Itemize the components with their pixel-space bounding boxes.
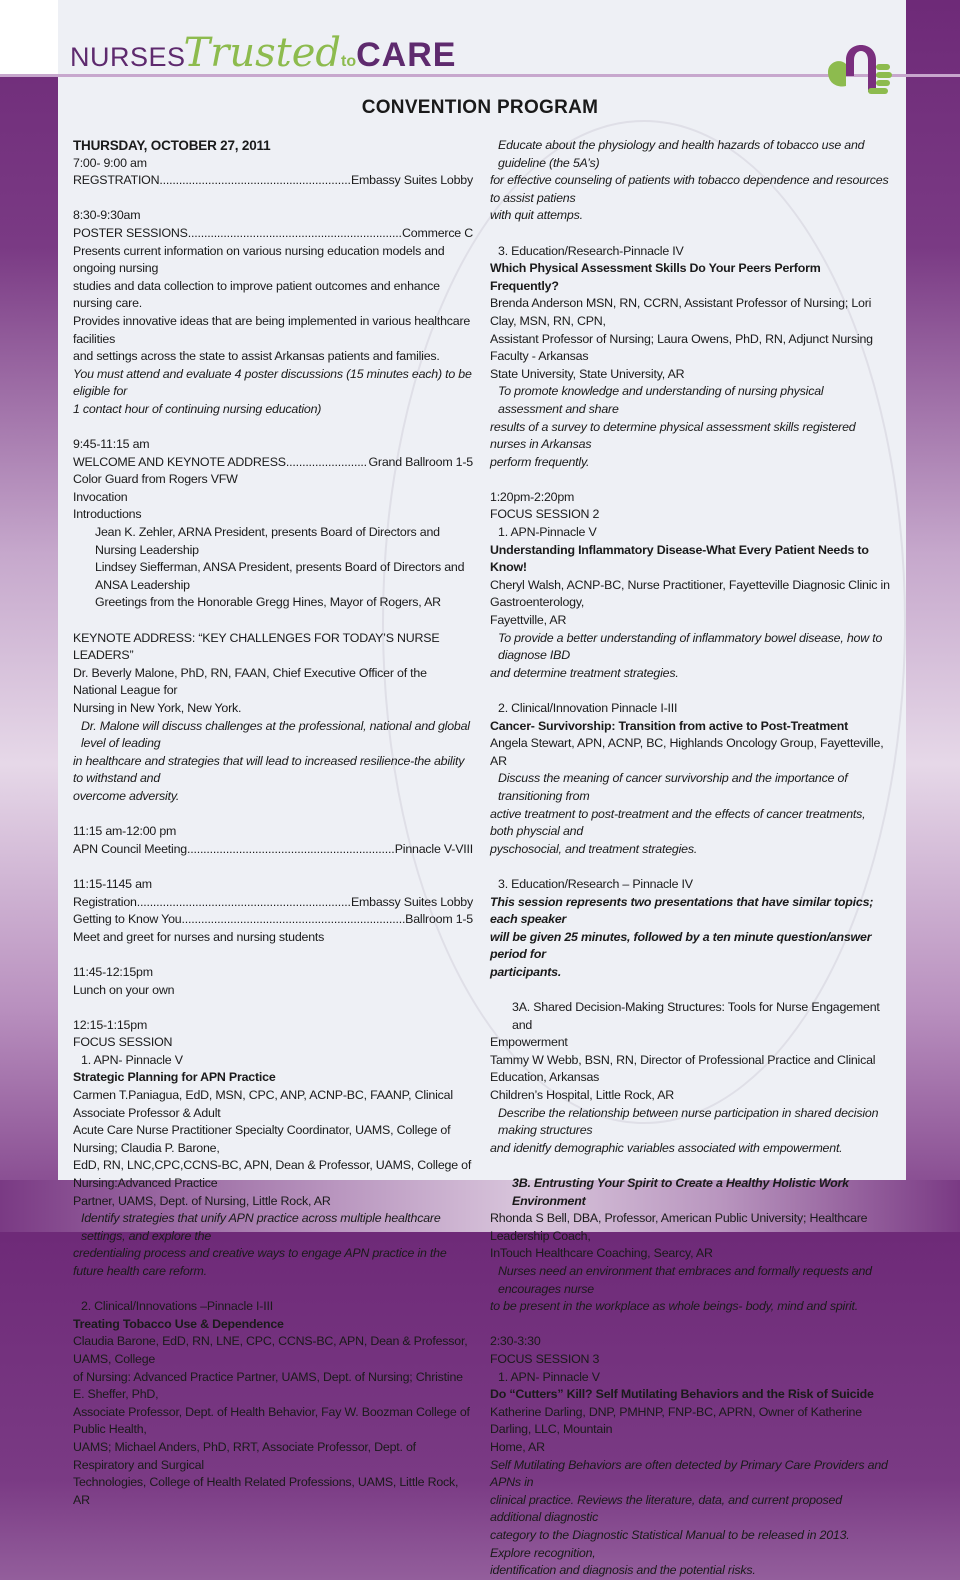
time: 9:45-11:15 am — [73, 437, 150, 452]
text-line: Lunch on your own — [73, 982, 175, 997]
text-line: pyschosocial, and treatment strategies. — [490, 841, 698, 856]
text-line: Carmen T.Paniagua, EdD, MSN, CPC, ANP, ACNP-BC, FAANP, Clinical Associate Professor & Adult — [73, 1088, 453, 1120]
right-column — [490, 137, 890, 1580]
text-line: studies and data collection to improve patient outcomes and enhance nursing care. — [73, 278, 440, 311]
session-room: 2. Clinical/Innovation Pinnacle I-III — [498, 701, 678, 715]
text-line: to be present in the workplace as whole beings- body, mind and spirit. — [490, 1299, 859, 1314]
text-line: results of a survey to determine physical assessment skills registered nurses in Arkansas — [490, 419, 856, 452]
text-line: Lindsey Siefferman, ANSA President, presents Board of Directors and ANSA Leadership — [95, 560, 465, 592]
text-line: Acute Care Nurse Practitioner Specialty Coordinator, UAMS, College of Nursing; Claudia P. Barone, — [73, 1123, 451, 1155]
text-line: You must attend and evaluate 4 poster discussions (15 minutes each) to be eligible for — [73, 366, 472, 399]
time: 11:15-1145 am — [73, 876, 152, 891]
time: 2:30-3:30 — [490, 1334, 541, 1349]
text-line: Children’s Hospital, Little Rock, AR — [490, 1088, 675, 1103]
text-line: 1 contact hour of continuing nursing education) — [73, 401, 322, 416]
text-line: Claudia Barone, EdD, RN, LNE, CPC, CCNS-BC, APN, Dean & Professor, UAMS, College — [73, 1334, 468, 1366]
time: 11:45-12:15pm — [73, 964, 153, 979]
session-room: 1. APN-Pinnacle V — [498, 525, 597, 540]
text-line: Describe the relationship between nurse participation in shared decision making structures — [498, 1105, 879, 1138]
text-line: of Nursing: Advanced Practice Partner, UAMS, Dept. of Nursing; Christine E. Sheffer, PhD, — [73, 1369, 463, 1402]
text-line: and settings across the state to assist Arkansas patients and families. — [73, 349, 440, 364]
poster-sessions-row: POSTER SESSIONS ..... Commerce C — [73, 225, 473, 243]
keynote-title: KEYNOTE ADDRESS: “KEY CHALLENGES FOR TODAY’S NURSE LEADERS” — [73, 630, 440, 663]
nurses-trusted-to-care-logo: NURSESTrustedtoCARE — [70, 30, 457, 76]
registration-row: REGSTRATION ..... Embassy Suites Lobby — [73, 172, 473, 190]
text-line: Identify strategies that unify APN practice across multiple healthcare settings, and explore the — [81, 1211, 441, 1243]
text-line: participants. — [490, 964, 562, 979]
text-line: Meet and greet for nurses and nursing students — [73, 929, 325, 944]
text-line: category to the Diagnostic Statistical Manual to be released in 2013. Explore recognition, — [490, 1527, 850, 1560]
text-line: Introductions — [73, 507, 142, 522]
text-line: Tammy W Webb, BSN, RN, Director of Professional Practice and Clinical Education, Arkansas — [490, 1052, 876, 1085]
text-line: clinical practice. Reviews the literature, data, and current proposed additional diagnostic — [490, 1492, 842, 1525]
text-line: Presents current information on various nursing education models and ongoing nursing — [73, 243, 445, 276]
text-line: credentialing process and creative ways to engage APN practice in the future health care reform. — [73, 1246, 447, 1278]
registration-row: Registration ..... Embassy Suites Lobby — [73, 894, 473, 912]
text-line: Partner, UAMS, Dept. of Nursing, Little Rock, AR — [73, 1193, 331, 1208]
text-line: and determine treatment strategies. — [490, 665, 679, 680]
corner-white — [0, 0, 58, 74]
text-line: Color Guard from Rogers VFW — [73, 472, 238, 487]
session-label: FOCUS SESSION — [73, 1035, 173, 1050]
text-line: will be given 25 minutes, followed by a ten minute question/answer period for — [490, 929, 872, 962]
text-line: Provides innovative ideas that are being implemented in various healthcare facilities — [73, 313, 471, 346]
session-title: Cancer- Survivorship: Transition from active to Post-Treatment — [490, 718, 849, 733]
text-line: Cheryl Walsh, ACNP-BC, Nurse Practitioner, Fayetteville Diagnosic Clinic in Gastroenterology, — [490, 577, 890, 610]
text-line: Self Mutilating Behaviors are often detected by Primary Care Providers and APNs in — [490, 1457, 888, 1490]
text-line: Associate Professor, Dept. of Health Behavior, Fay W. Boozman College of Public Health, — [73, 1404, 470, 1437]
text-line: Discuss the meaning of cancer survivorship and the importance of transitioning from — [498, 771, 848, 803]
welcome-row: WELCOME AND KEYNOTE ADDRESS ..... Grand Ballroom 1-5 — [73, 454, 473, 472]
text-line: Katherine Darling, DNP, PMHNP, FNP-BC, APRN, Owner of Katherine Darling, LLC, Mountain — [490, 1404, 862, 1437]
text-line: To provide a better understanding of inflammatory bowel disease, how to diagnose IBD — [498, 630, 883, 663]
session-title: Understanding Inflammatory Disease-What Every Patient Needs to Know! — [490, 542, 869, 575]
text-line: State University, State University, AR — [490, 366, 685, 381]
session-room: 1. APN- Pinnacle V — [498, 1369, 600, 1384]
time: 11:15 am-12:00 pm — [73, 824, 177, 839]
text-line: Home, AR — [490, 1439, 545, 1454]
text-line: This session represents two presentations that have similar topics; each speaker — [490, 894, 874, 927]
session-title: Strategic Planning for APN Practice — [73, 1070, 276, 1085]
session-room: 1. APN- Pinnacle V — [81, 1052, 183, 1067]
getting-to-know-you-row: Getting to Know You ..... Ballroom 1-5 — [73, 911, 473, 929]
day-heading: THURSDAY, OCTOBER 27, 2011 — [73, 138, 271, 153]
text-line: Educate about the physiology and health hazards of tobacco use and guideline (the 5A’s) — [498, 138, 865, 170]
text-line: Jean K. Zehler, ARNA President, presents Board of Directors and Nursing Leadership — [95, 525, 440, 557]
session-title: Which Physical Assessment Skills Do Your Peers Perform Frequently? — [490, 261, 821, 293]
apn-council-row: APN Council Meeting ..... Pinnacle V-VIII — [73, 841, 473, 859]
text-line: in healthcare and strategies that will lead to increased resilience-the ability to withstand and — [73, 753, 465, 786]
text-line: Greetings from the Honorable Gregg Hines, Mayor of Rogers, AR — [95, 595, 441, 610]
text-line: and idenitfy demographic variables associated with empowerment. — [490, 1140, 843, 1155]
session-title: Empowerment — [490, 1035, 568, 1050]
text-line: perform frequently. — [490, 454, 590, 469]
time: 12:15-1:15pm — [73, 1017, 148, 1032]
page-title: CONVENTION PROGRAM — [361, 97, 599, 118]
text-line: Nursing in New York, New York. — [73, 701, 242, 715]
text-line: Nurses need an environment that embraces and formally requests and encourages nurse — [498, 1264, 872, 1296]
text-line: UAMS; Michael Anders, PhD, RRT, Associate Professor, Dept. of Respiratory and Surgical — [73, 1439, 416, 1472]
text-line: Assistant Professor of Nursing; Laura Owens, PhD, RN, Adjunct Nursing Faculty - Arkansas — [490, 331, 873, 364]
text-line: Brenda Anderson MSN, RN, CCRN, Assistant Professor of Nursing; Lori Clay, MSN, RN, CPN, — [490, 296, 872, 328]
text-line: overcome adversity. — [73, 788, 180, 803]
text-line: for effective counseling of patients with tobacco dependence and resources to assist patiens — [490, 173, 889, 205]
time: 8:30-9:30am — [73, 208, 141, 223]
text-line: Rhonda S Bell, DBA, Professor, American Public University; Healthcare Leadership Coach, — [490, 1211, 868, 1243]
session-title: 3B. Entrusting Your Spirit to Create a Healthy Holistic Work Environment — [512, 1176, 849, 1208]
text-line: Dr. Malone will discuss challenges at the professional, national and global level of leading — [81, 718, 470, 751]
hands-heart-emblem-icon — [824, 30, 894, 100]
text-line: Fayettville, AR — [490, 613, 567, 628]
session-title: 3A. Shared Decision-Making Structures: Tools for Nurse Engagement and — [512, 1000, 880, 1032]
time: 1:20pm-2:20pm — [490, 489, 575, 504]
session-title: Treating Tobacco Use & Dependence — [73, 1316, 284, 1331]
session-label: FOCUS SESSION 3 — [490, 1351, 600, 1366]
text-line: with quit attemps. — [490, 208, 583, 223]
text-line: active treatment to post-treatment and the effects of cancer treatments, both physcial and — [490, 806, 866, 839]
session-label: FOCUS SESSION 2 — [490, 507, 600, 522]
session-room: 2. Clinical/Innovations –Pinnacle I-III — [81, 1299, 273, 1314]
text-line: Dr. Beverly Malone, PhD, RN, FAAN, Chief Executive Officer of the National League for — [73, 665, 427, 698]
text-line: InTouch Healthcare Coaching, Searcy, AR — [490, 1246, 713, 1261]
time: 7:00- 9:00 am — [73, 155, 147, 170]
text-line: EdD, RN, LNC,CPC,CCNS-BC, APN, Dean & Professor, UAMS, College of Nursing:Advanced Practice — [73, 1158, 472, 1191]
session-room: 3. Education/Research-Pinnacle IV — [498, 243, 684, 258]
text-line: identification and diagnosis and the potential risks. — [490, 1563, 756, 1578]
text-line: To promote knowledge and understanding of nursing physical assessment and share — [498, 384, 824, 416]
session-room: 3. Education/Research – Pinnacle IV — [498, 876, 693, 891]
text-line: Invocation — [73, 489, 128, 504]
text-line: Technologies, College of Health Related Professions, UAMS, Little Rock, AR — [73, 1475, 459, 1507]
left-column — [73, 137, 473, 1509]
session-title: Do “Cutters” Kill? Self Mutilating Behaviors and the Risk of Suicide — [490, 1387, 874, 1402]
text-line: Angela Stewart, APN, ACNP, BC, Highlands Oncology Group, Fayetteville, AR — [490, 736, 884, 768]
